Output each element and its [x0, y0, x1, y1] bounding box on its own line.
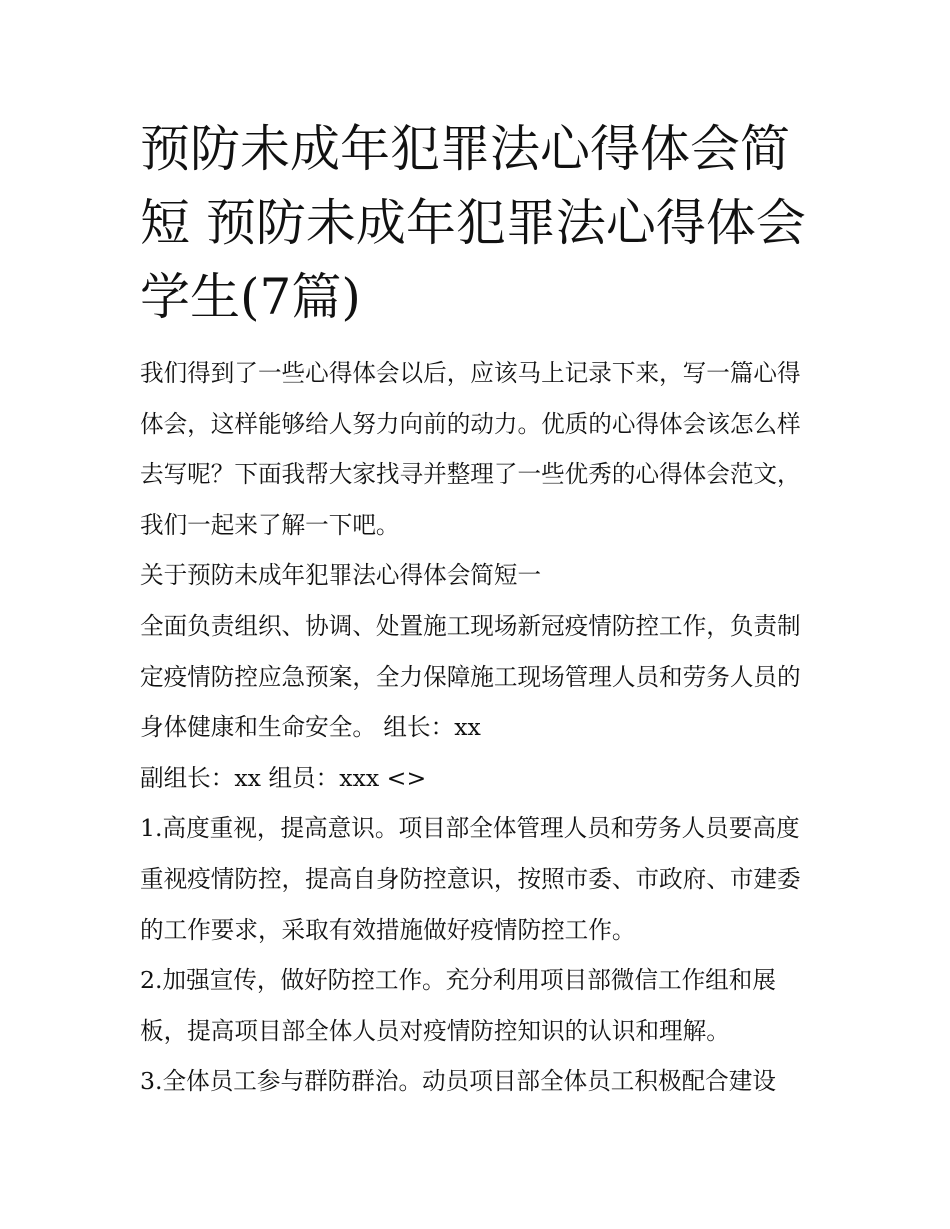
intro-paragraph: 我们得到了一些心得体会以后，应该马上记录下来，写一篇心得体会，这样能够给人努力向前的动力。优质的心得体会该怎么样去写呢？下面我帮大家找寻并整理了一些优秀的心得体会范文，我们一起来了解一下吧。: [140, 359, 801, 539]
list-item: 2.加强宣传，做好防控工作。充分利用项目部微信工作组和展板，提高项目部全体人员对疫情防控知识的认识和理解。: [140, 966, 776, 1045]
document-title: 预防未成年犯罪法心得体会简短 预防未成年犯罪法心得体会学生(7篇): [140, 120, 806, 326]
document-body: [140, 348, 820, 1107]
body-paragraph: 全面负责组织、协调、处置施工现场新冠疫情防控工作，负责制定疫情防控应急预案，全力保障施工现场管理人员和劳务人员的身体健康和生命安全。 组长：xx: [140, 611, 801, 742]
list-item: 1.高度重视，提高意识。项目部全体管理人员和劳务人员要高度重视疫情防控，提高自身防控意识，按照市委、市政府、市建委的工作要求，采取有效措施做好疫情防控工作。: [140, 814, 801, 944]
body-paragraph: 副组长：xx 组员：xxx <>: [140, 763, 427, 792]
section-heading: 关于预防未成年犯罪法心得体会简短一: [140, 561, 542, 590]
document-page: [140, 112, 820, 1107]
list-item: 3.全体员工参与群防群治。动员项目部全体员工积极配合建设: [140, 1067, 776, 1096]
